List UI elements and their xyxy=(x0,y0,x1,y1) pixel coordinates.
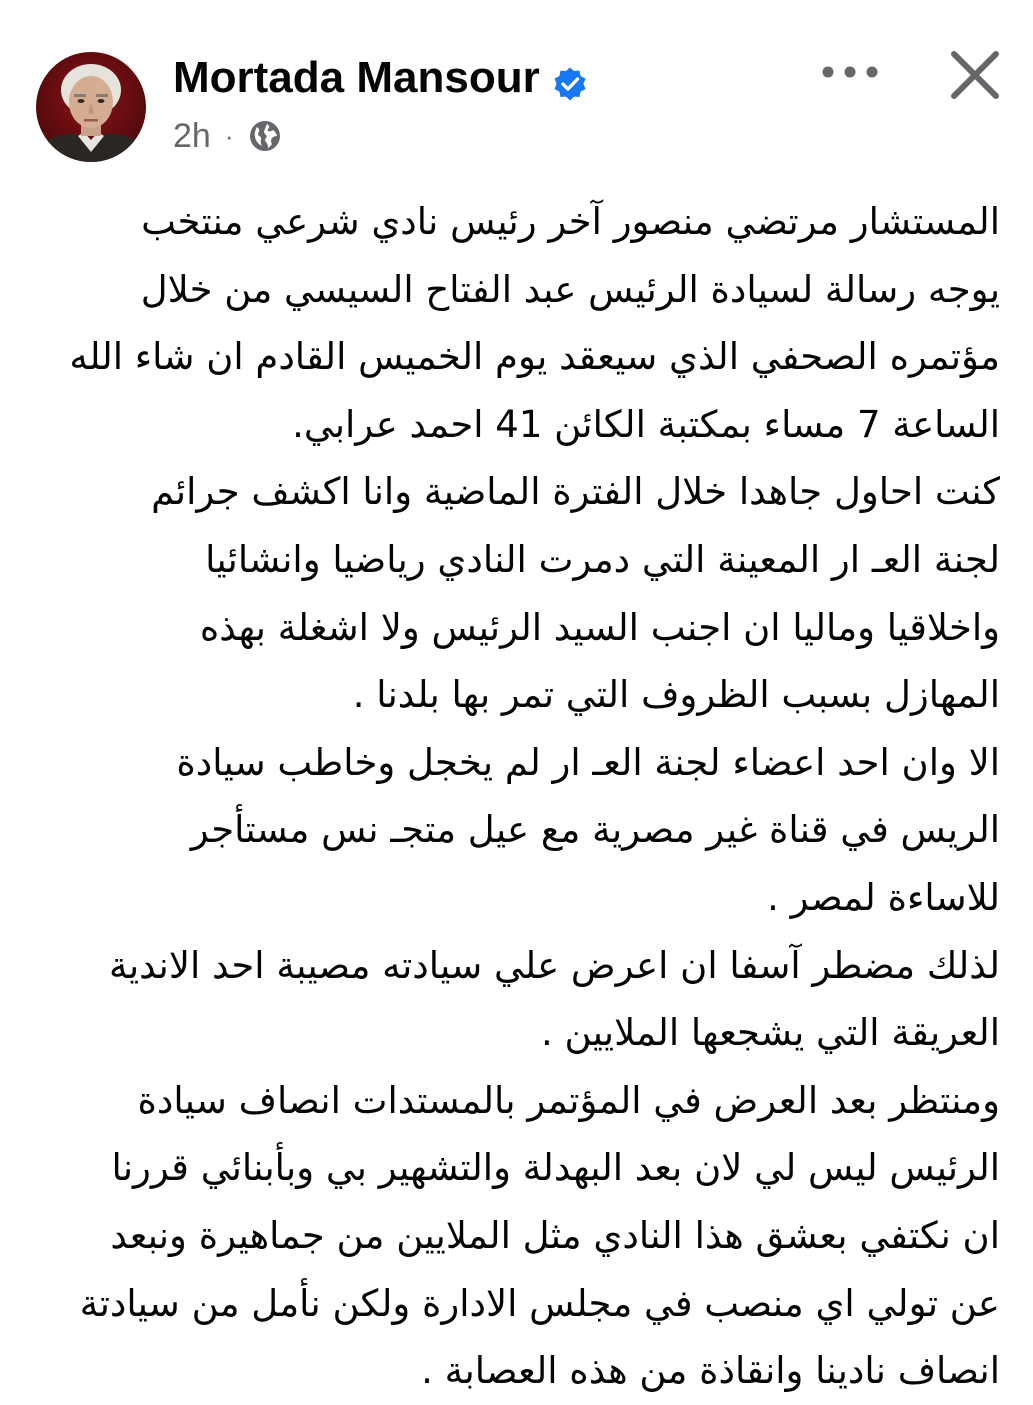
avatar-photo xyxy=(36,52,146,162)
author-avatar[interactable] xyxy=(36,52,146,162)
more-options-button[interactable] xyxy=(818,52,882,92)
post-body-line: ان نكتفي بعشق هذا النادي مثل الملايين من جماهيرة ونبعد xyxy=(110,1213,1000,1257)
post-header xyxy=(0,0,1033,175)
post-body-line: لذلك مضطر آسفا ان اعرض علي سيادته مصيبة احد الاندية xyxy=(109,943,1000,987)
post-body-line: عن تولي اي منصب في مجلس الادارة ولكن نأمل من سيادتة xyxy=(79,1281,1000,1325)
post-body-line: الرئيس ليس لي لان بعد البهدلة والتشهير بي وبأبنائي قررنا xyxy=(111,1146,1000,1190)
post-body-line: المهازل بسبب الظروف التي تمر بها بلدنا . xyxy=(352,673,1000,717)
globe-icon[interactable] xyxy=(248,119,282,153)
post-body-line: الساعة 7 مساء بمكتبة الكائن 41 احمد عرابي. xyxy=(292,402,1000,446)
post-body-line: المستشار مرتضي منصور آخر رئيس نادي شرعي منتخب xyxy=(141,200,1000,243)
post-time[interactable]: 2h xyxy=(173,116,211,155)
verified-badge-icon xyxy=(552,60,588,96)
author-name-row[interactable] xyxy=(173,50,588,106)
post-body-line: العريقة التي يشجعها الملايين . xyxy=(540,1011,1000,1055)
post-body-line: مؤتمره الصحفي الذي سيعقد يوم الخميس القادم ان شاء الله xyxy=(69,335,1000,379)
meta-separator: · xyxy=(224,120,234,151)
author-name[interactable]: Mortada Mansour xyxy=(173,53,540,102)
post-body-line: للاساءة لمصر . xyxy=(767,875,1000,919)
post-body-line: الريس في قناة غير مصرية مع عيل متجـ نس مستأجر xyxy=(190,808,1000,852)
post-body-line: يوجه رسالة لسيادة الرئيس عبد الفتاح السيسي من خلال xyxy=(140,267,1000,311)
post-body-line: كنت احاول جاهدا خلال الفترة الماضية وانا اكشف جرائم xyxy=(151,470,1000,514)
post-meta xyxy=(173,112,282,160)
more-options-icon xyxy=(818,52,882,92)
close-icon xyxy=(946,46,1004,104)
post-body-line: ومنتظر بعد العرض في المؤتمر بالمستدات انصاف سيادة xyxy=(137,1078,1000,1122)
post-body-line: انصاف نادينا وانقاذة من هذه العصابة . xyxy=(421,1349,1000,1393)
post-body-line: لجنة العـ ار المعينة التي دمرت النادي رياضيا وانشائيا xyxy=(205,537,1000,581)
close-button[interactable] xyxy=(946,46,1004,104)
post-body xyxy=(30,188,1000,1405)
post-body-line: الا وان احد اعضاء لجنة العـ ار لم يخجل وخاطب سيادة xyxy=(176,740,1000,784)
post-body-line: واخلاقيا وماليا ان اجنب السيد الرئيس ولا اشغلة بهذه xyxy=(199,605,1000,649)
